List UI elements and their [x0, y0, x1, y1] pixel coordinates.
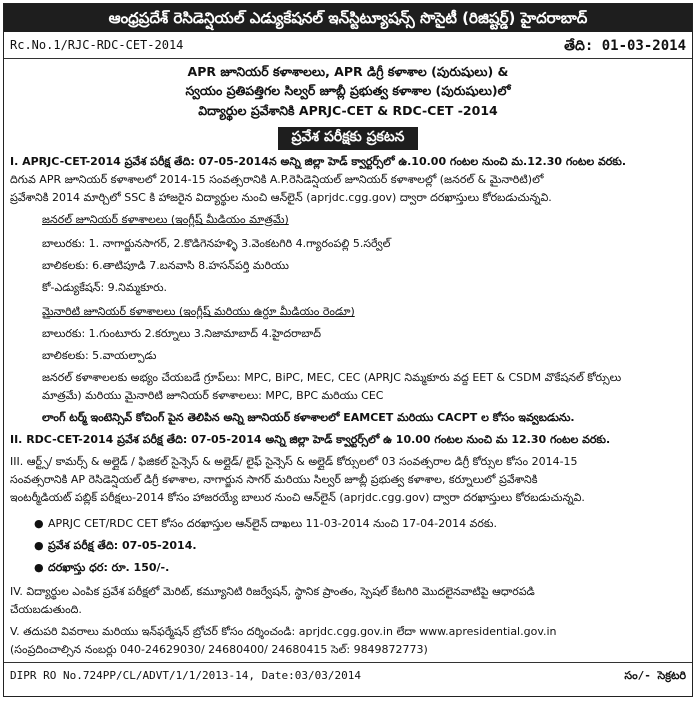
divider — [4, 58, 692, 59]
sec4-text: చేయబడుతుంది. — [10, 603, 82, 616]
sec3-text: III. ఆర్ట్స్/ కామర్స్ & అల్లైడ్ / ఫిజికల్ సైన్సెస్ & అల్లైడ్/ లైఫ్ సైన్సెస్ & అల్లైడ్ కోర్సులలో 03 సంవత్సరాల డిగ్రీ కోర్సుల కోసం 2014-15 — [10, 455, 578, 468]
bullet-icon: ● — [34, 561, 44, 574]
sec1-text: దిగువ APR జూనియర్ కళాశాలలో 2014-15 సంవత్సరానికి A.P.రెసిడెన్షియల్ జూనియర్ కళాశాలల్లో (జనరల్ & మైనారిటి)లో — [10, 173, 544, 186]
sec3-text: ఇంటర్మీడియట్ పబ్లిక్ పరీక్షలు-2014 కోసం హాజరయ్యే బాలుర నుంచి ఆన్‌లైన్ (aprjdc.cgg.gov) ద్వారా దరఖాస్తులు కోరబడుచున్నవి. — [10, 491, 585, 504]
footer — [10, 668, 686, 684]
coaching-note: లాంగ్ టర్మ్ ఇంటెన్సివ్ కోచింగ్ పైన తెలిపిన అన్ని జూనియర్ కళాశాలలో EAMCET మరియు CACPT ల కోసం ఇవ్వబడును. — [42, 411, 575, 424]
sec5-text: V. తదుపరి వివరాలు మరియు ఇన్‌ఫర్మేషన్ బ్రోచర్ కోసం దర్శించండి: aprjdc.cgg.gov.in లేదా www.apresidential.gov.in — [10, 625, 557, 638]
title-line-2: స్వయం ప్రతిపత్తిగల సిల్వర్ జూబ్లీ ప్రభుత్వ కళాశాల (పురుషులు)లో — [185, 83, 511, 98]
minority-girls-colleges: బాలికలకు: 5.వాయల్పాడు — [42, 349, 157, 362]
bullet-text: దరఖాస్తు ధర: రూ. 150/-. — [48, 561, 170, 574]
coed-colleges: కో-ఎడ్యుకేషన్: 9.నిమ్మకూరు. — [42, 281, 168, 294]
title-line-3: విద్యార్థుల ప్రవేశానికి APRJC-CET & RDC-CET -2014 — [198, 103, 498, 118]
groups-offered: జనరల్ కళాశాలలకు అభ్యం చేయబడే గ్రూప్‌లు: MPC, BiPC, MEC, CEC (APRJC నిమ్మకూరు వద్ద EET & CSDM వొకేషనల్ కోర్సులు — [42, 371, 622, 384]
groups-offered-cont: మాత్రమే) మరియు మైనారిటి జూనియర్ కళాశాలలు: MPC, BPC మరియు CEC — [42, 389, 384, 402]
girls-colleges: బాలికలకు: 6.తాటిపూడి 7.బనవాసి 8.హసన్‌పర్తి మరియు — [42, 259, 289, 272]
title-line-1: APR జూనియర్ కళాశాలలు, APR డిగ్రీ కళాశాల (పురుషులు) & — [187, 64, 509, 79]
contact-numbers: (సంప్రదించాల్సిన నంబర్లు 040-24629030/ 24680400/ 24680415 సెల్: 9849872773) — [10, 643, 428, 656]
society-header: ఆంధ్రప్రదేశ్ రెసిడెన్షియల్ ఎడ్యుకేషనల్ ఇన్‌స్టిట్యూషన్స్ సొసైటీ (రిజిష్టర్డ్) హైదరాబాద్ — [4, 4, 692, 32]
boys-colleges: బాలురకు: 1. నాగార్జునసాగర్, 2.కొడిగెనహళ్ళి 3.వెంకటగిరి 4.గ్యారంపల్లి 5.సర్వేల్ — [42, 237, 391, 250]
bullet-item — [34, 516, 686, 532]
divider — [4, 662, 692, 663]
sec1-text: ప్రవేశానికి 2014 మార్చిలో SSC కి హాజరైన విద్యార్థుల నుంచి ఆన్‌లైన్ (aprjdc.cgg.gov) ద్వారా దరఖాస్తులు కోరబడుచున్నవి. — [10, 191, 552, 204]
sec3-text: సంవత్సరానికి AP రెసిడెన్షియల్ డిగ్రీ కళాశాల, నాగార్జున సాగర్ మరియు సిల్వర్ జూబ్లీ ప్రభుత్వ కళాశాల, కర్నూలులో ప్రవేశానికి — [10, 473, 538, 486]
notification-banner: ప్రవేశ పరీక్షకు ప్రకటన — [278, 127, 419, 150]
banner-wrap — [4, 126, 692, 150]
sec2-heading: II. RDC-CET-2014 ప్రవేశ పరీక్ష తేది: 07-05-2014 అన్ని జిల్లా హెడ్ క్వార్టర్స్‌లో ఉ 10.00 గంటల నుంచి మ 12.30 గంటల వరకు. — [10, 433, 611, 446]
dipr-number: DIPR RO No.724PP/CL/ADVT/1/1/2013-14, Date:03/03/2014 — [10, 669, 361, 682]
sec1-heading: I. APRJC-CET-2014 ప్రవేశ పరీక్ష తేది: 07-05-2014న అన్ని జిల్లా హెడ్ క్వార్టర్స్‌లో ఉ.10.00 గంటల నుంచి మ.12.30 గంటల వరకు. — [10, 155, 627, 168]
general-colleges-heading: జనరల్ జూనియర్ కళాశాలలు (ఇంగ్లీష్ మీడియం మాత్రమే) — [42, 213, 289, 226]
minority-boys-colleges: బాలురకు: 1.గుంటూరు 2.కర్నూలు 3.నిజామాబాద్ 4.హైదరాబాద్ — [42, 327, 321, 340]
bullet-text: APRJC CET/RDC CET కోసం దరఖాస్తుల ఆన్‌లైన్ దాఖలు 11-03-2014 నుంచి 17-04-2014 వరకు. — [48, 517, 497, 530]
bullet-item — [34, 538, 686, 554]
advertisement — [3, 3, 693, 697]
notice-date: తేది: 01-03-2014 — [564, 38, 686, 54]
bullet-item — [34, 560, 686, 576]
bullet-icon: ● — [34, 517, 44, 530]
reference-number: Rc.No.1/RJC-RDC-CET-2014 — [10, 38, 184, 52]
reference-line — [10, 38, 686, 57]
bullet-icon: ● — [34, 539, 44, 552]
minority-colleges-heading: మైనారిటి జూనియర్ కళాశాలలు (ఇంగ్లీష్ మరియు ఉర్దూ మీడియం రెండూ) — [42, 305, 355, 318]
bullet-text: ప్రవేశ పరీక్ష తేది: 07-05-2014. — [48, 539, 197, 552]
sec4-text: IV. విద్యార్థుల ఎంపిక ప్రవేశ పరీక్షలో మెరిట్, కమ్యూనిటి రిజర్వేషన్, స్థానిక ప్రాంతం, స్పెషల్ కేటగిరి మొదలైనవాటిపై ఆధారపడి — [10, 585, 535, 598]
signature: సం/- సెక్రటరి — [624, 669, 686, 682]
